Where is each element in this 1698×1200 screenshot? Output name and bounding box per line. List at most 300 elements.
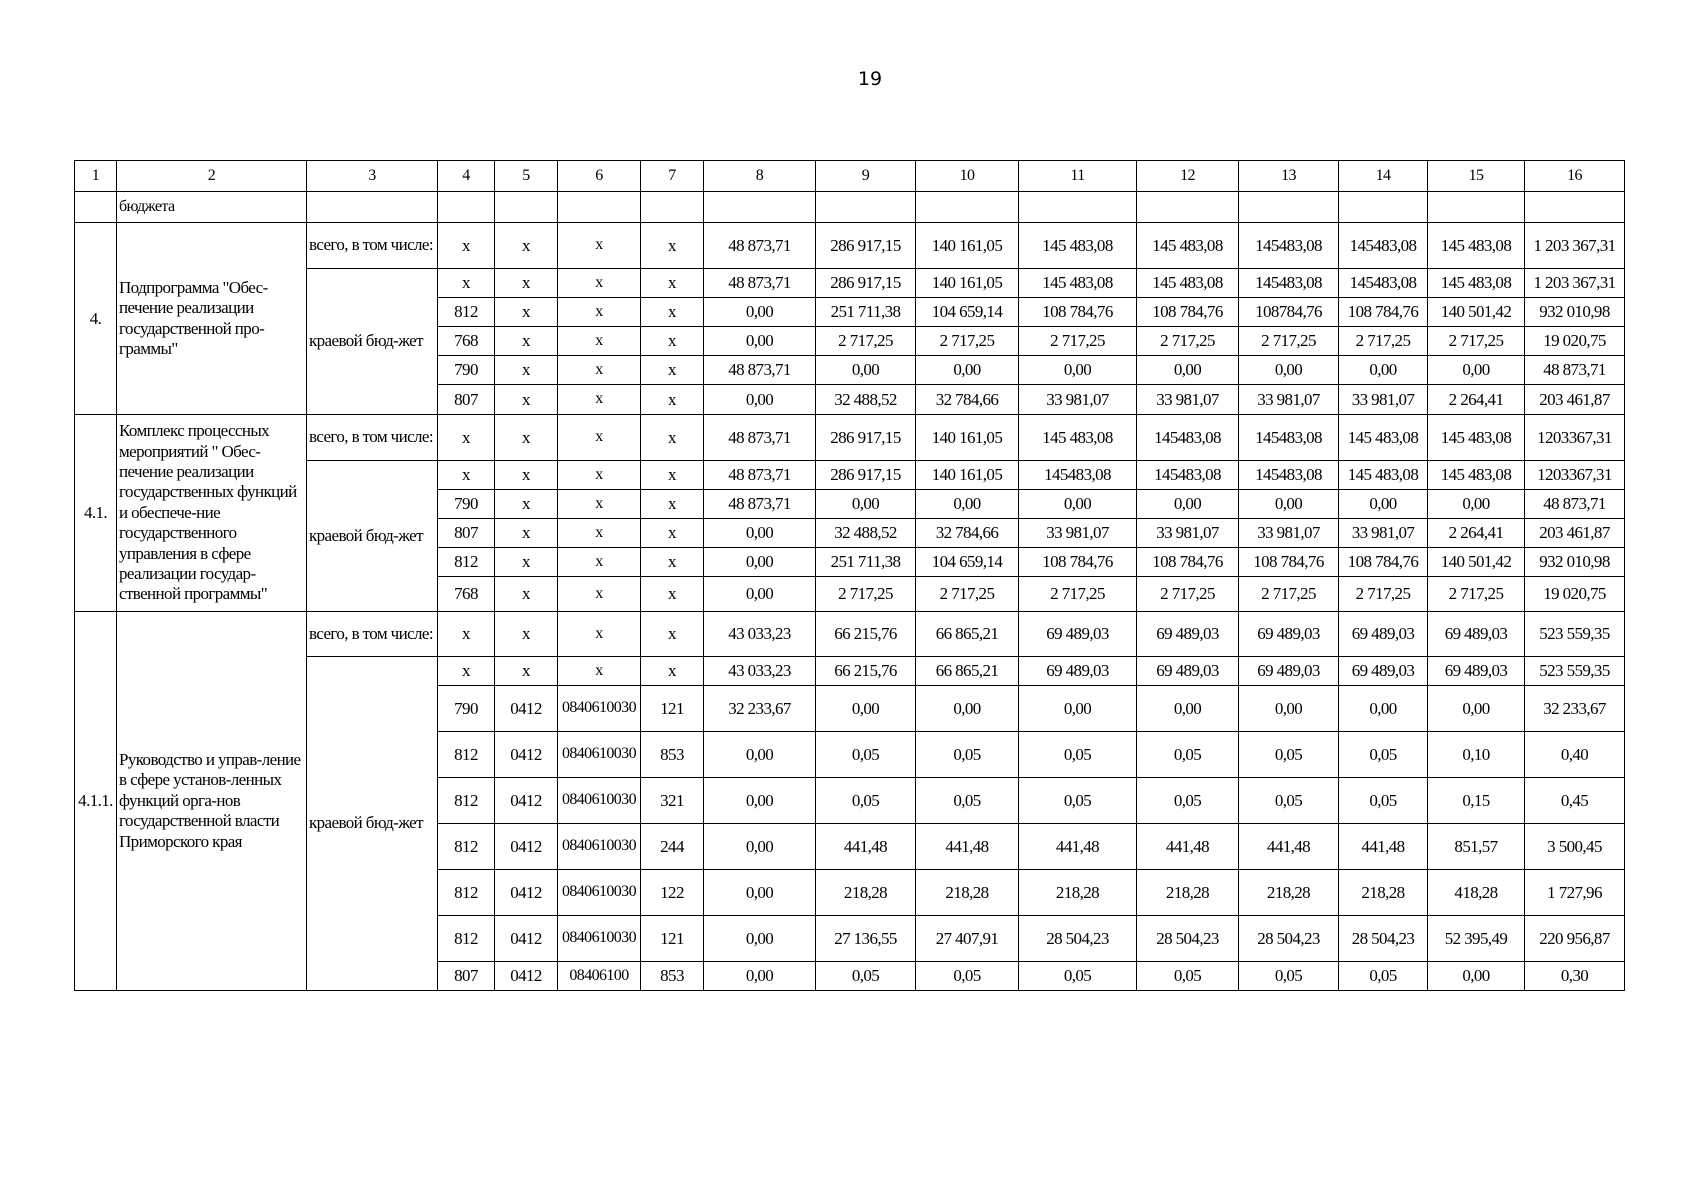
cell-col-15: 0,00 (1428, 490, 1525, 519)
cell-col-6: 0840610030 (558, 778, 641, 824)
cell-col-6: x (558, 657, 641, 686)
cell-col-14: 0,05 (1339, 962, 1428, 991)
cell-col-4: x (438, 269, 495, 298)
cell-col-16: 932 010,98 (1525, 298, 1625, 327)
cell-col-7: 321 (641, 778, 704, 824)
cell-col-13: 145483,08 (1239, 269, 1339, 298)
cell-col-13: 441,48 (1239, 824, 1339, 870)
cell-col-7: x (641, 519, 704, 548)
cell-col-7: x (641, 490, 704, 519)
cell-col-16: 1203367,31 (1525, 415, 1625, 461)
cell-col-4: 790 (438, 686, 495, 732)
column-header: 16 (1525, 161, 1625, 192)
cell-col-9: 2 717,25 (816, 577, 916, 612)
cell-col-11: 0,05 (1019, 962, 1137, 991)
cell-col-9: 0,00 (816, 356, 916, 385)
cell-col-10: 2 717,25 (916, 327, 1019, 356)
cell-col-8: 0,00 (704, 824, 816, 870)
empty-cell (1019, 192, 1137, 223)
cell-col-13: 2 717,25 (1239, 327, 1339, 356)
cell-col-8: 48 873,71 (704, 356, 816, 385)
cell-col-13: 145483,08 (1239, 223, 1339, 269)
cell-col-4: x (438, 461, 495, 490)
page-number: 19 (857, 68, 883, 90)
cell-col-8: 48 873,71 (704, 461, 816, 490)
cell-col-8: 48 873,71 (704, 415, 816, 461)
cell-col-6: x (558, 577, 641, 612)
cell-col-7: 121 (641, 686, 704, 732)
cell-col-10: 0,00 (916, 490, 1019, 519)
cell-col-7: x (641, 327, 704, 356)
cell-col-5: x (495, 385, 558, 415)
cell-col-11: 108 784,76 (1019, 298, 1137, 327)
budget-table (74, 160, 1625, 991)
cell-col-16: 0,40 (1525, 732, 1625, 778)
cell-col-8: 0,00 (704, 298, 816, 327)
cell-col-4: 812 (438, 298, 495, 327)
cell-col-12: 2 717,25 (1137, 577, 1239, 612)
cell-col-13: 0,00 (1239, 490, 1339, 519)
cell-col-13: 145483,08 (1239, 461, 1339, 490)
cell-col-16: 48 873,71 (1525, 356, 1625, 385)
empty-cell (75, 192, 117, 223)
cell-col-14: 28 504,23 (1339, 916, 1428, 962)
cell-col-12: 0,00 (1137, 356, 1239, 385)
cell-col-4: 790 (438, 356, 495, 385)
cell-col-13: 218,28 (1239, 870, 1339, 916)
cell-col-7: x (641, 612, 704, 657)
cell-col-9: 66 215,76 (816, 657, 916, 686)
cell-col-4: 812 (438, 824, 495, 870)
cell-col-8: 48 873,71 (704, 223, 816, 269)
cell-col-15: 52 395,49 (1428, 916, 1525, 962)
table-row (75, 269, 1625, 298)
cell-col-6: x (558, 490, 641, 519)
cell-col-9: 441,48 (816, 824, 916, 870)
cell-col-9: 286 917,15 (816, 223, 916, 269)
cell-col-5: 0412 (495, 778, 558, 824)
cell-col-9: 0,05 (816, 778, 916, 824)
cell-col-15: 145 483,08 (1428, 269, 1525, 298)
column-header: 4 (438, 161, 495, 192)
cell-col-12: 145 483,08 (1137, 269, 1239, 298)
cell-col-7: x (641, 577, 704, 612)
empty-cell (641, 192, 704, 223)
cell-col-10: 66 865,21 (916, 657, 1019, 686)
cell-col-13: 108784,76 (1239, 298, 1339, 327)
cell-col-10: 140 161,05 (916, 223, 1019, 269)
cell-col-6: 0840610030 (558, 870, 641, 916)
cell-col-8: 0,00 (704, 962, 816, 991)
cell-col-8: 0,00 (704, 870, 816, 916)
cell-col-12: 69 489,03 (1137, 657, 1239, 686)
cell-col-12: 0,05 (1137, 778, 1239, 824)
cell-col-9: 66 215,76 (816, 612, 916, 657)
cell-col-11: 218,28 (1019, 870, 1137, 916)
cell-col-16: 1 203 367,31 (1525, 269, 1625, 298)
cell-col-8: 48 873,71 (704, 490, 816, 519)
cell-col-14: 0,00 (1339, 686, 1428, 732)
cell-col-16: 19 020,75 (1525, 327, 1625, 356)
cell-col-7: x (641, 548, 704, 577)
column-header: 12 (1137, 161, 1239, 192)
cell-col-15: 851,57 (1428, 824, 1525, 870)
cell-col-4: 768 (438, 577, 495, 612)
cell-col-7: 853 (641, 732, 704, 778)
cell-col-16: 523 559,35 (1525, 657, 1625, 686)
cell-col-9: 286 917,15 (816, 461, 916, 490)
cell-col-9: 251 711,38 (816, 298, 916, 327)
cell-col-8: 32 233,67 (704, 686, 816, 732)
cell-col-14: 108 784,76 (1339, 548, 1428, 577)
cell-col-14: 33 981,07 (1339, 385, 1428, 415)
cell-col-11: 2 717,25 (1019, 577, 1137, 612)
cell-col-11: 2 717,25 (1019, 327, 1137, 356)
cell-col-6: x (558, 385, 641, 415)
cell-col-12: 0,05 (1137, 962, 1239, 991)
cell-col-10: 32 784,66 (916, 385, 1019, 415)
cell-col-6: x (558, 223, 641, 269)
cell-col-6: x (558, 548, 641, 577)
cell-col-8: 43 033,23 (704, 612, 816, 657)
cell-col-16: 1203367,31 (1525, 461, 1625, 490)
cell-col-11: 0,00 (1019, 356, 1137, 385)
cell-col-12: 0,05 (1137, 732, 1239, 778)
cell-col-7: 122 (641, 870, 704, 916)
section-index: 4. (75, 223, 117, 415)
empty-cell (438, 192, 495, 223)
empty-cell (816, 192, 916, 223)
cell-col-6: x (558, 415, 641, 461)
empty-cell (1339, 192, 1428, 223)
cell-col-9: 0,05 (816, 732, 916, 778)
cell-col-9: 0,05 (816, 962, 916, 991)
cell-col-14: 145483,08 (1339, 269, 1428, 298)
cell-col-5: x (495, 548, 558, 577)
cell-col-9: 286 917,15 (816, 269, 916, 298)
cell-col-14: 145 483,08 (1339, 415, 1428, 461)
cell-col-16: 932 010,98 (1525, 548, 1625, 577)
cell-col-9: 286 917,15 (816, 415, 916, 461)
cell-col-8: 0,00 (704, 732, 816, 778)
cell-col-6: x (558, 612, 641, 657)
column-header: 6 (558, 161, 641, 192)
cell-col-6: x (558, 519, 641, 548)
cell-col-14: 69 489,03 (1339, 657, 1428, 686)
cell-col-14: 2 717,25 (1339, 577, 1428, 612)
cell-col-10: 140 161,05 (916, 269, 1019, 298)
empty-cell (307, 192, 438, 223)
cell-col-11: 0,05 (1019, 778, 1137, 824)
cell-col-15: 0,10 (1428, 732, 1525, 778)
cell-col-14: 0,00 (1339, 490, 1428, 519)
cell-col-15: 140 501,42 (1428, 548, 1525, 577)
cell-col-14: 145483,08 (1339, 223, 1428, 269)
cell-col-10: 32 784,66 (916, 519, 1019, 548)
cell-col-4: x (438, 612, 495, 657)
cell-col-5: x (495, 490, 558, 519)
cell-col-10: 2 717,25 (916, 577, 1019, 612)
cell-col-6: 08406100 (558, 962, 641, 991)
empty-cell (1239, 192, 1339, 223)
cell-col-16: 19 020,75 (1525, 577, 1625, 612)
cell-col-10: 0,00 (916, 356, 1019, 385)
cell-col-9: 0,00 (816, 686, 916, 732)
continuation-row (75, 192, 1625, 223)
cell-col-4: 812 (438, 732, 495, 778)
cell-col-14: 33 981,07 (1339, 519, 1428, 548)
cell-col-12: 33 981,07 (1137, 519, 1239, 548)
cell-col-4: 807 (438, 385, 495, 415)
cell-col-4: 790 (438, 490, 495, 519)
cell-col-6: 0840610030 (558, 916, 641, 962)
cell-col-14: 441,48 (1339, 824, 1428, 870)
cell-col-15: 0,00 (1428, 686, 1525, 732)
column-header: 15 (1428, 161, 1525, 192)
empty-cell (495, 192, 558, 223)
cell-col-8: 48 873,71 (704, 269, 816, 298)
source-label: краевой бюд-жет (307, 461, 438, 612)
cell-col-14: 145 483,08 (1339, 461, 1428, 490)
cell-col-16: 203 461,87 (1525, 519, 1625, 548)
header-row (75, 161, 1625, 192)
cell-col-11: 0,00 (1019, 686, 1137, 732)
cell-col-12: 33 981,07 (1137, 385, 1239, 415)
cell-col-12: 0,00 (1137, 490, 1239, 519)
cell-col-5: 0412 (495, 824, 558, 870)
cell-col-5: x (495, 327, 558, 356)
table-row (75, 223, 1625, 269)
cell-col-13: 0,00 (1239, 356, 1339, 385)
table-row (75, 612, 1625, 657)
cell-col-5: 0412 (495, 686, 558, 732)
cell-col-11: 441,48 (1019, 824, 1137, 870)
cell-col-12: 28 504,23 (1137, 916, 1239, 962)
cell-col-15: 2 717,25 (1428, 327, 1525, 356)
empty-cell (1137, 192, 1239, 223)
cell-col-6: 0840610030 (558, 732, 641, 778)
cell-col-13: 145483,08 (1239, 415, 1339, 461)
cell-col-16: 3 500,45 (1525, 824, 1625, 870)
cell-col-5: x (495, 356, 558, 385)
cell-col-7: x (641, 356, 704, 385)
cell-col-9: 0,00 (816, 490, 916, 519)
cell-col-4: x (438, 657, 495, 686)
cell-col-7: x (641, 657, 704, 686)
cell-col-15: 2 264,41 (1428, 385, 1525, 415)
cell-col-9: 32 488,52 (816, 385, 916, 415)
cell-col-5: x (495, 519, 558, 548)
column-header: 13 (1239, 161, 1339, 192)
cell-col-8: 0,00 (704, 577, 816, 612)
cell-col-7: x (641, 223, 704, 269)
total-label: всего, в том числе: (307, 612, 438, 657)
cell-col-4: 807 (438, 962, 495, 991)
cell-col-12: 145483,08 (1137, 461, 1239, 490)
cell-col-12: 218,28 (1137, 870, 1239, 916)
cell-col-7: 121 (641, 916, 704, 962)
cell-col-16: 32 233,67 (1525, 686, 1625, 732)
cell-col-6: x (558, 461, 641, 490)
cell-col-8: 0,00 (704, 385, 816, 415)
cell-col-14: 218,28 (1339, 870, 1428, 916)
cell-col-8: 0,00 (704, 916, 816, 962)
cell-col-4: 812 (438, 916, 495, 962)
cell-col-6: x (558, 356, 641, 385)
cell-col-10: 0,00 (916, 686, 1019, 732)
cell-col-11: 28 504,23 (1019, 916, 1137, 962)
column-header: 9 (816, 161, 916, 192)
cell-col-13: 108 784,76 (1239, 548, 1339, 577)
cell-col-8: 0,00 (704, 778, 816, 824)
table-row (75, 461, 1625, 490)
section-name: Подпрограмма "Обес-печение реализации государственной про-граммы" (117, 223, 307, 415)
cell-col-4: 768 (438, 327, 495, 356)
cell-col-5: x (495, 577, 558, 612)
column-header: 1 (75, 161, 117, 192)
cell-col-8: 0,00 (704, 327, 816, 356)
total-label: всего, в том числе: (307, 223, 438, 269)
cell-col-10: 104 659,14 (916, 298, 1019, 327)
cell-col-7: x (641, 415, 704, 461)
cell-col-5: x (495, 269, 558, 298)
cell-col-4: x (438, 415, 495, 461)
cell-col-11: 0,05 (1019, 732, 1137, 778)
column-header: 8 (704, 161, 816, 192)
cell-col-8: 0,00 (704, 519, 816, 548)
cell-col-11: 33 981,07 (1019, 385, 1137, 415)
column-header: 2 (117, 161, 307, 192)
cell-col-13: 0,05 (1239, 732, 1339, 778)
cell-col-16: 220 956,87 (1525, 916, 1625, 962)
cell-col-15: 69 489,03 (1428, 612, 1525, 657)
cell-col-5: x (495, 612, 558, 657)
cell-col-11: 108 784,76 (1019, 548, 1137, 577)
empty-cell (916, 192, 1019, 223)
cell-col-9: 2 717,25 (816, 327, 916, 356)
empty-cell (1525, 192, 1625, 223)
cell-col-15: 140 501,42 (1428, 298, 1525, 327)
cell-col-5: 0412 (495, 870, 558, 916)
cell-col-13: 0,00 (1239, 686, 1339, 732)
cell-col-14: 69 489,03 (1339, 612, 1428, 657)
cell-col-10: 0,05 (916, 962, 1019, 991)
column-header: 10 (916, 161, 1019, 192)
cell-col-13: 0,05 (1239, 962, 1339, 991)
cell-col-7: x (641, 269, 704, 298)
cell-col-10: 441,48 (916, 824, 1019, 870)
cell-col-15: 0,00 (1428, 962, 1525, 991)
cell-col-12: 145483,08 (1137, 415, 1239, 461)
cell-col-12: 108 784,76 (1137, 548, 1239, 577)
cell-col-5: x (495, 415, 558, 461)
cell-col-6: 0840610030 (558, 824, 641, 870)
cell-col-4: 812 (438, 870, 495, 916)
cell-col-5: x (495, 657, 558, 686)
source-label: краевой бюд-жет (307, 269, 438, 415)
cell-col-5: 0412 (495, 916, 558, 962)
cell-col-9: 218,28 (816, 870, 916, 916)
cell-col-15: 0,15 (1428, 778, 1525, 824)
cell-col-13: 28 504,23 (1239, 916, 1339, 962)
cell-col-15: 145 483,08 (1428, 461, 1525, 490)
cell-col-7: x (641, 461, 704, 490)
cell-col-4: x (438, 223, 495, 269)
cell-col-15: 2 717,25 (1428, 577, 1525, 612)
cell-col-10: 104 659,14 (916, 548, 1019, 577)
cell-col-4: 812 (438, 778, 495, 824)
cell-col-5: 0412 (495, 962, 558, 991)
cell-col-5: x (495, 298, 558, 327)
cell-col-13: 69 489,03 (1239, 612, 1339, 657)
cell-col-10: 218,28 (916, 870, 1019, 916)
continuation-name: бюджета (117, 192, 307, 223)
cell-col-9: 32 488,52 (816, 519, 916, 548)
cell-col-10: 0,05 (916, 732, 1019, 778)
column-header: 14 (1339, 161, 1428, 192)
cell-col-7: 853 (641, 962, 704, 991)
cell-col-12: 2 717,25 (1137, 327, 1239, 356)
cell-col-11: 69 489,03 (1019, 612, 1137, 657)
cell-col-14: 0,00 (1339, 356, 1428, 385)
cell-col-11: 145 483,08 (1019, 269, 1137, 298)
cell-col-13: 2 717,25 (1239, 577, 1339, 612)
cell-col-9: 27 136,55 (816, 916, 916, 962)
cell-col-4: 807 (438, 519, 495, 548)
section-index: 4.1. (75, 415, 117, 612)
total-label: всего, в том числе: (307, 415, 438, 461)
cell-col-14: 108 784,76 (1339, 298, 1428, 327)
cell-col-16: 1 727,96 (1525, 870, 1625, 916)
column-header: 7 (641, 161, 704, 192)
column-header: 3 (307, 161, 438, 192)
cell-col-4: 812 (438, 548, 495, 577)
cell-col-15: 145 483,08 (1428, 415, 1525, 461)
cell-col-15: 418,28 (1428, 870, 1525, 916)
column-header: 11 (1019, 161, 1137, 192)
cell-col-6: x (558, 327, 641, 356)
cell-col-8: 43 033,23 (704, 657, 816, 686)
cell-col-14: 2 717,25 (1339, 327, 1428, 356)
cell-col-8: 0,00 (704, 548, 816, 577)
cell-col-16: 0,45 (1525, 778, 1625, 824)
cell-col-7: x (641, 385, 704, 415)
cell-col-10: 66 865,21 (916, 612, 1019, 657)
cell-col-11: 145 483,08 (1019, 223, 1137, 269)
cell-col-7: x (641, 298, 704, 327)
cell-col-16: 203 461,87 (1525, 385, 1625, 415)
cell-col-12: 108 784,76 (1137, 298, 1239, 327)
cell-col-13: 33 981,07 (1239, 385, 1339, 415)
cell-col-15: 145 483,08 (1428, 223, 1525, 269)
cell-col-12: 145 483,08 (1137, 223, 1239, 269)
cell-col-11: 145 483,08 (1019, 415, 1137, 461)
cell-col-6: x (558, 269, 641, 298)
cell-col-11: 33 981,07 (1019, 519, 1137, 548)
cell-col-10: 140 161,05 (916, 415, 1019, 461)
cell-col-15: 0,00 (1428, 356, 1525, 385)
cell-col-11: 69 489,03 (1019, 657, 1137, 686)
section-name: Руководство и управ-ление в сфере установ-ленных функций орга-нов государственной власти Приморского края (117, 612, 307, 991)
cell-col-12: 0,00 (1137, 686, 1239, 732)
empty-cell (1428, 192, 1525, 223)
cell-col-9: 251 711,38 (816, 548, 916, 577)
cell-col-16: 48 873,71 (1525, 490, 1625, 519)
cell-col-5: 0412 (495, 732, 558, 778)
cell-col-10: 140 161,05 (916, 461, 1019, 490)
cell-col-14: 0,05 (1339, 778, 1428, 824)
cell-col-5: x (495, 223, 558, 269)
